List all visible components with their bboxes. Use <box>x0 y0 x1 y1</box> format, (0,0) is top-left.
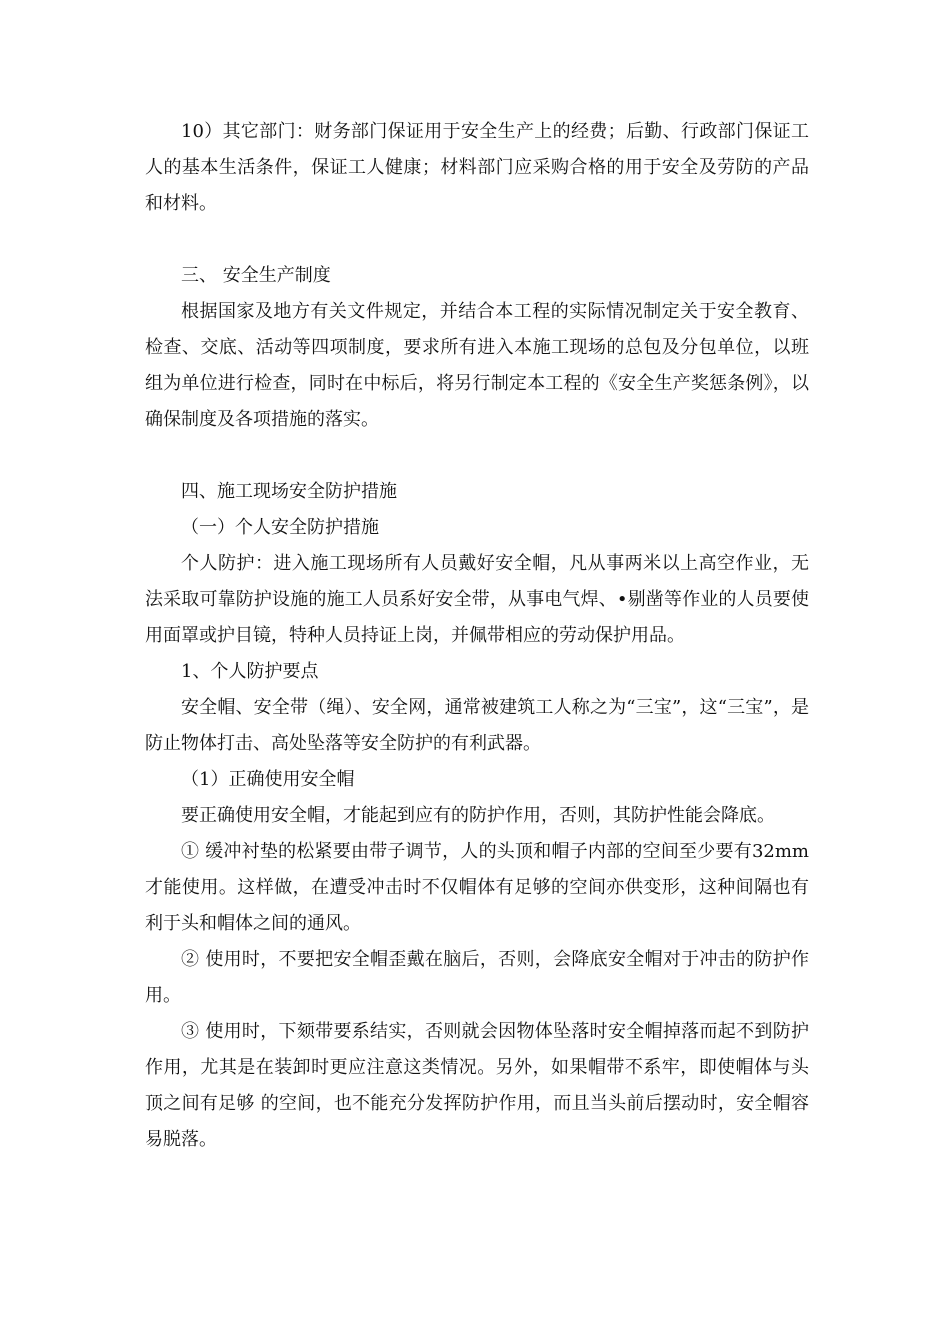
subheading-protection-points: 1、个人防护要点 <box>181 661 319 682</box>
document-body <box>145 114 809 1158</box>
spacer <box>145 438 809 474</box>
paragraph-personal-protection: 个人防护：进入施工现场所有人员戴好安全帽，凡从事两米以上高空作业，无法采取可靠防护设施的施工人员系好安全带，从事电气焊、•剔凿等作业的人员要使用面罩或护目镜，特种人员持证上岗，并佩带相应的劳动保护用品。 <box>145 553 809 646</box>
paragraph-helmet-point-3: ③ 使用时，下颏带要系结实，否则就会因物体坠落时安全帽掉落而起不到防护作用，尤其是在装卸时更应注意这类情况。另外，如果帽带不系牢，即使帽体与头顶之间有足够 的空间，也不能充分发挥防护作用，而且当头前后摆动时，安全帽容易脱落。 <box>145 1021 809 1150</box>
subheading-helmet-use: （1）正确使用安全帽 <box>181 769 355 790</box>
subsection-heading-personal-protection: （一）个人安全防护措施 <box>181 517 379 538</box>
paragraph-other-departments: 10）其它部门：财务部门保证用于安全生产上的经费；后勤、行政部门保证工人的基本生活条件，保证工人健康；材料部门应采购合格的用于安全及劳防的产品和材料。 <box>145 121 809 214</box>
paragraph-safety-system: 根据国家及地方有关文件规定，并结合本工程的实际情况制定关于安全教育、检查、交底、活动等四项制度，要求所有进入本施工现场的总包及分包单位，以班组为单位进行检查，同时在中标后，将另行制定本工程的《安全生产奖惩条例》，以确保制度及各项措施的落实。 <box>145 301 809 430</box>
paragraph-three-treasures: 安全帽、安全带（绳）、安全网，通常被建筑工人称之为“三宝”，这“三宝”，是防止物体打击、高处坠落等安全防护的有利武器。 <box>145 697 809 754</box>
section-heading-site-protection: 四、施工现场安全防护措施 <box>181 481 397 502</box>
section-heading-safety-system: 三、 安全生产制度 <box>181 265 331 286</box>
paragraph-helmet-intro: 要正确使用安全帽，才能起到应有的防护作用，否则，其防护性能会降底。 <box>181 805 775 826</box>
paragraph-helmet-point-2: ② 使用时，不要把安全帽歪戴在脑后，否则，会降底安全帽对于冲击的防护作用。 <box>145 949 809 1006</box>
spacer <box>145 222 809 258</box>
paragraph-helmet-point-1: ① 缓冲衬垫的松紧要由带子调节，人的头顶和帽子内部的空间至少要有32mm才能使用。这样做，在遭受冲击时不仅帽体有足够的空间亦供变形，这种间隔也有利于头和帽体之间的通风。 <box>145 841 809 934</box>
